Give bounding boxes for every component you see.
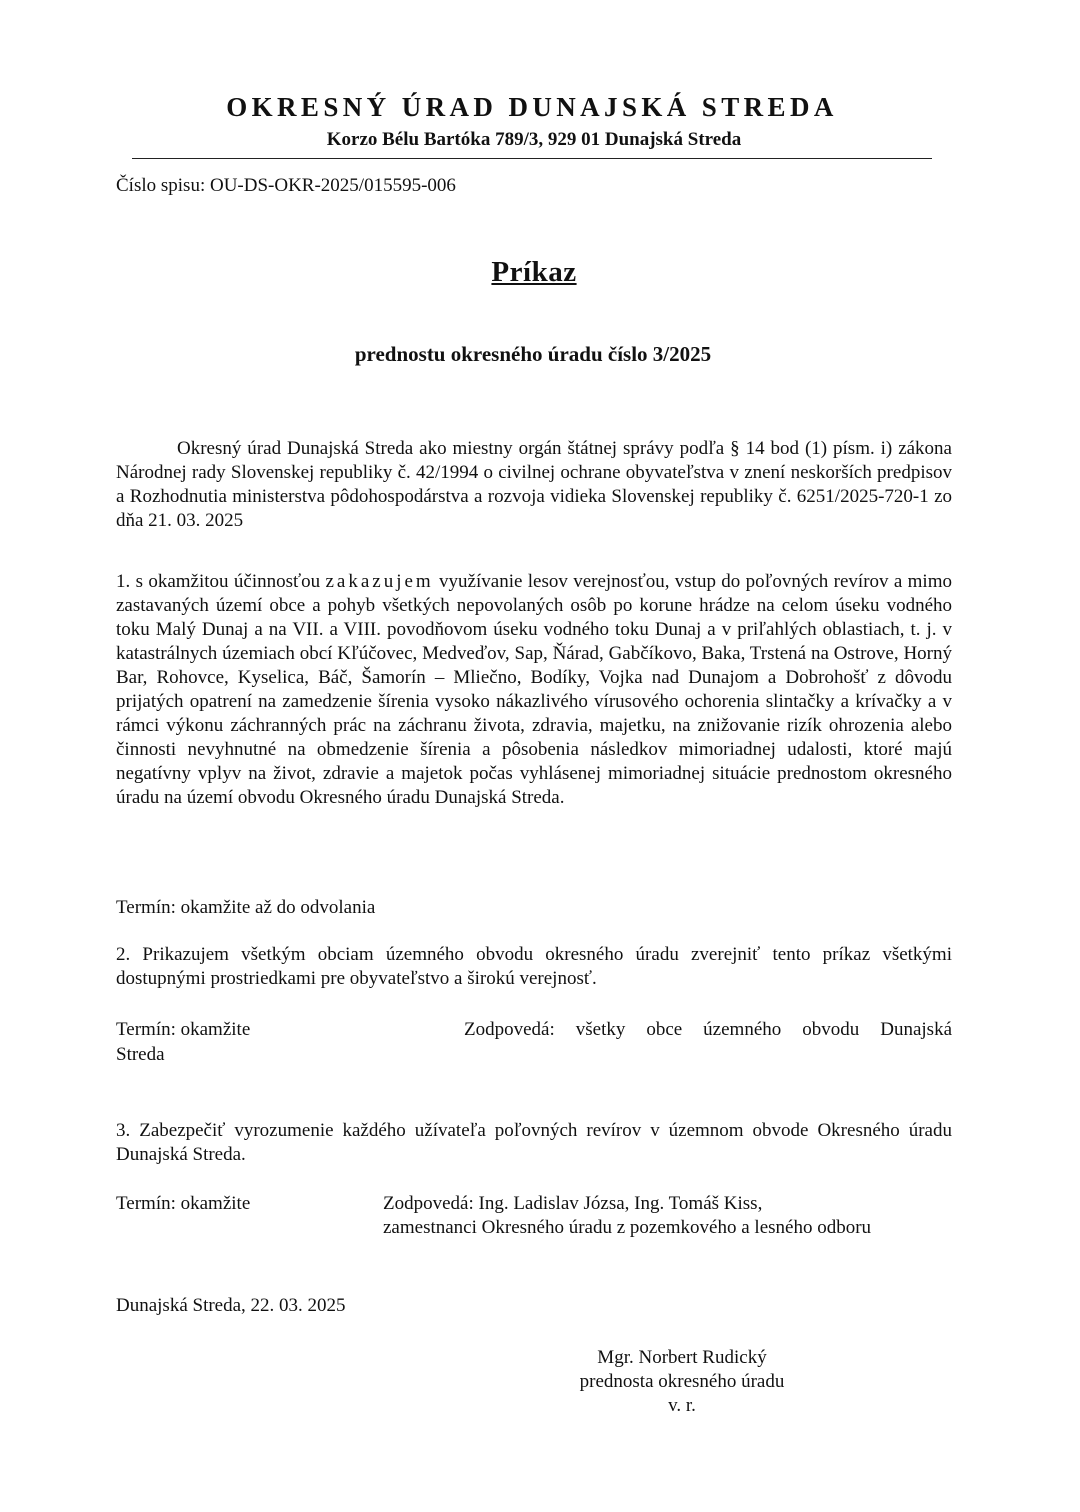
office-name: OKRESNÝ ÚRAD DUNAJSKÁ STREDA [226,92,838,122]
order-item-2-responsible-cont: Streda [116,1044,165,1065]
order-item-2: 2. Prikazujem všetkým obciam územného obvodu okresného úradu zverejniť tento príkaz všetkými dostupnými prostriedkami pre obyvateľstvo a širokú verejnosť. [116,944,952,989]
order-item-3: 3. Zabezpečiť vyrozumenie každého užívateľa poľovných revírov v územnom obvode Okresného úradu Dunajská Streda. [116,1120,952,1165]
order-item-1-deadline: Termín: okamžite až do odvolania [116,897,376,918]
signature-block [482,1346,882,1418]
order-item-2-deadline: Termín: okamžite [116,1019,251,1040]
order-item-2-responsible: Zodpovedá: všetky obce územného obvodu Dunajská [464,1019,952,1040]
place-and-date: Dunajská Streda, 22. 03. 2025 [116,1295,346,1316]
order-item-1 [116,570,952,810]
header-divider [132,158,932,159]
order-item-3-responsible-line-1: Zodpovedá: Ing. Ladislav Józsa, Ing. Tomáš Kiss, [383,1193,763,1214]
intro-paragraph: Okresný úrad Dunajská Streda ako miestny orgán štátnej správy podľa § 14 bod (1) písm. i) zákona Národnej rady Slovenskej republiky č. 42/1994 o civilnej ochrane obyvateľstva v znení neskorších predpisov a Rozhodnutia ministerstva pôdohospodárstva a rozvoja vidieka Slovenskej republiky č. 6251/2025-720-1 zo dňa 21. 03. 2025 [116,438,952,531]
file-number: Číslo spisu: OU-DS-OKR-2025/015595-006 [116,175,456,196]
order-item-3-responsible [383,1192,871,1240]
document-subtitle: prednostu okresného úradu číslo 3/2025 [354,342,712,366]
signatory-role: prednosta okresného úradu [579,1371,785,1392]
document-title: Príkaz [491,256,577,288]
order-item-3-responsible-line-2: zamestnanci Okresného úradu z pozemkového a lesného odboru [383,1217,872,1238]
office-address: Korzo Bélu Bartóka 789/3, 929 01 Dunajská Streda [326,129,742,150]
signatory-name: Mgr. Norbert Rudický [597,1347,767,1368]
order-item-3-deadline: Termín: okamžite [116,1193,251,1214]
order-item-1-verb: zakazujem [325,571,434,592]
order-item-1-lead: 1. s okamžitou účinnosťou [116,571,326,592]
signature-note: v. r. [668,1395,696,1416]
order-item-1-text: využívanie lesov verejnosťou, vstup do poľovných revírov a mimo zastavaných území obce a pohyb všetkých nepovolaných osôb po korune hrádze na celom úseku vodného toku Malý Dunaj a na VII. a VIII. povodňovom úseku vodného toku Dunaj a v priľahlých oblastiach, t. j. v katastrálnych územiach obcí Kľúčovec, Medveďov, Sap, Ňárad, Gabčíkovo, Baka, Trstená na Ostrove, Horný Bar, Rohovce, Kyselica, Báč, Šamorín – Mliečno, Bodíky, Vojka nad Dunajom a Dobrohošť z dôvodu prijatých opatrení na zamedzenie šírenia vysoko nákazlivého vírusového ochorenia slintačky a krívačky a v rámci výkonu záchranných prác na záchranu života, zdravia, majetku, na znižovanie rizík ohrozenia alebo činnosti nevyhnutné na obmedzenie šírenia a pôsobenia následkov mimoriadnej udalosti, ktoré majú negatívny vplyv na život, zdravie a majetok počas vyhlásenej mimoriadnej situácie prednostom okresného úradu na území obvodu Okresného úradu Dunajská Streda. [116,571,952,808]
